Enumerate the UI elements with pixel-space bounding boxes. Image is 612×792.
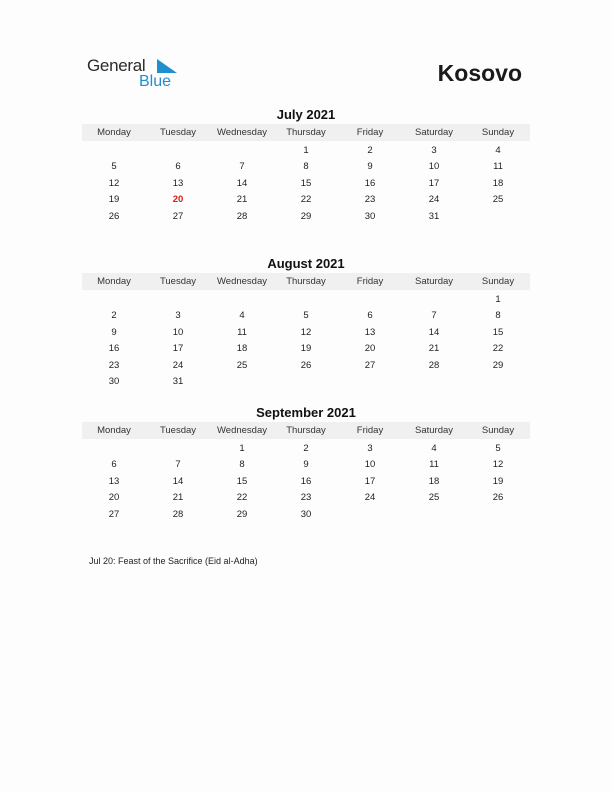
weekday-label: Saturday xyxy=(414,127,454,138)
weekday-label: Wednesday xyxy=(217,276,267,287)
day-cell: 3 xyxy=(431,145,437,156)
day-cell: 26 xyxy=(300,359,312,371)
day-cell: 13 xyxy=(172,177,184,189)
day-cell: 2 xyxy=(367,145,373,156)
day-cell: 19 xyxy=(492,475,504,487)
day-cell: 15 xyxy=(236,475,248,487)
day-cell: 16 xyxy=(300,475,312,487)
day-cell: 4 xyxy=(431,443,437,454)
day-cell: 14 xyxy=(172,475,184,487)
weekday-label: Thursday xyxy=(286,425,326,436)
weekday-label: Sunday xyxy=(481,276,515,287)
day-cell: 18 xyxy=(492,177,504,189)
day-cell: 17 xyxy=(428,177,440,189)
day-cell: 7 xyxy=(239,161,245,173)
logo-triangle-icon xyxy=(157,59,177,73)
day-cell: 29 xyxy=(236,508,248,520)
day-cell: 20 xyxy=(364,343,376,355)
day-cell: 1 xyxy=(239,443,245,454)
empty-cell xyxy=(210,143,274,159)
holiday-day-cell: 20 xyxy=(172,194,184,206)
day-cell: 12 xyxy=(108,177,120,189)
day-cell: 21 xyxy=(428,343,440,355)
day-cell: 18 xyxy=(236,343,248,355)
day-cell: 27 xyxy=(108,508,120,520)
weekday-label: Wednesday xyxy=(217,425,267,436)
day-cell: 16 xyxy=(108,343,120,355)
day-cell: 3 xyxy=(367,443,373,454)
empty-cell xyxy=(146,292,210,308)
day-cell: 21 xyxy=(172,492,184,504)
weekday-label: Monday xyxy=(97,425,131,436)
empty-cell xyxy=(146,441,210,457)
day-cell: 11 xyxy=(429,459,439,471)
empty-cell xyxy=(210,292,274,308)
day-cell: 26 xyxy=(108,210,120,222)
weekday-header xyxy=(82,124,530,141)
day-cell: 29 xyxy=(492,359,504,371)
weekday-label: Sunday xyxy=(481,425,515,436)
day-cell: 17 xyxy=(364,475,376,487)
empty-cell xyxy=(82,292,146,308)
weekday-label: Thursday xyxy=(286,127,326,138)
day-cell: 11 xyxy=(493,161,503,173)
day-cell: 18 xyxy=(428,475,440,487)
weekday-header xyxy=(82,422,530,439)
day-cell: 12 xyxy=(492,459,504,471)
day-cell: 8 xyxy=(239,459,245,471)
logo-text-general: General xyxy=(87,56,146,75)
day-cell: 2 xyxy=(303,443,309,454)
day-cell: 30 xyxy=(364,210,376,222)
month-august xyxy=(82,256,530,390)
weekday-header xyxy=(82,273,530,290)
month-title: September 2021 xyxy=(256,405,356,420)
day-cell: 20 xyxy=(108,492,120,504)
day-cell: 31 xyxy=(428,210,440,222)
day-cell: 25 xyxy=(492,194,504,206)
day-cell: 22 xyxy=(492,343,504,355)
day-cell: 26 xyxy=(492,492,504,504)
day-cell: 24 xyxy=(428,194,440,206)
day-cell: 4 xyxy=(239,310,245,322)
day-cell: 25 xyxy=(428,492,440,504)
month-september xyxy=(82,405,530,523)
holiday-note: Jul 20: Feast of the Sacrifice (Eid al-Adha) xyxy=(89,556,258,566)
weekday-label: Tuesday xyxy=(159,276,197,287)
month-title: July 2021 xyxy=(276,107,336,122)
weekday-label: Friday xyxy=(356,276,384,287)
logo-text-blue: Blue xyxy=(139,73,172,90)
day-cell: 1 xyxy=(495,294,501,305)
month-july xyxy=(82,107,530,225)
empty-cell xyxy=(146,143,210,159)
day-cell: 27 xyxy=(172,210,184,222)
weekday-label: Wednesday xyxy=(217,127,267,138)
day-cell: 14 xyxy=(428,326,440,338)
weekday-label: Thursday xyxy=(286,276,326,287)
day-cell: 11 xyxy=(237,326,247,338)
day-cell: 9 xyxy=(367,161,373,173)
empty-cell xyxy=(82,143,146,159)
day-cell: 14 xyxy=(236,177,248,189)
weekday-label: Sunday xyxy=(481,127,515,138)
day-cell: 10 xyxy=(428,161,440,173)
weekday-label: Saturday xyxy=(414,425,454,436)
empty-cell xyxy=(402,292,466,308)
day-cell: 5 xyxy=(303,310,309,322)
generalblue-logo xyxy=(87,56,197,92)
day-cell: 13 xyxy=(364,326,376,338)
day-cell: 31 xyxy=(172,375,184,387)
day-grid xyxy=(82,143,530,225)
day-cell: 10 xyxy=(172,326,184,338)
empty-cell xyxy=(82,441,146,457)
weekday-label: Friday xyxy=(356,127,384,138)
day-cell: 28 xyxy=(172,508,184,520)
day-cell: 30 xyxy=(300,508,312,520)
empty-cell xyxy=(338,292,402,308)
day-cell: 22 xyxy=(300,194,312,206)
day-grid xyxy=(82,441,530,523)
day-cell: 19 xyxy=(300,343,312,355)
day-cell: 2 xyxy=(111,310,117,322)
country-title: Kosovo xyxy=(437,60,522,86)
weekday-label: Tuesday xyxy=(159,127,197,138)
weekday-label: Tuesday xyxy=(159,425,197,436)
day-cell: 28 xyxy=(236,210,248,222)
empty-cell xyxy=(274,292,338,308)
day-cell: 6 xyxy=(367,310,373,322)
day-cell: 30 xyxy=(108,375,120,387)
day-cell: 27 xyxy=(364,359,376,371)
weekday-label: Monday xyxy=(97,127,131,138)
day-cell: 29 xyxy=(300,210,312,222)
day-cell: 25 xyxy=(236,359,248,371)
day-cell: 9 xyxy=(303,459,309,471)
day-cell: 8 xyxy=(303,161,309,173)
day-cell: 12 xyxy=(300,326,312,338)
day-cell: 5 xyxy=(495,443,501,454)
day-cell: 23 xyxy=(300,492,312,504)
month-title: August 2021 xyxy=(267,256,345,271)
day-cell: 23 xyxy=(364,194,376,206)
weekday-label: Saturday xyxy=(414,276,454,287)
day-cell: 10 xyxy=(364,459,376,471)
day-cell: 15 xyxy=(300,177,312,189)
day-cell: 1 xyxy=(303,145,309,156)
day-cell: 24 xyxy=(364,492,376,504)
day-grid xyxy=(82,292,530,390)
day-cell: 28 xyxy=(428,359,440,371)
day-cell: 6 xyxy=(111,459,117,471)
weekday-label: Monday xyxy=(97,276,131,287)
day-cell: 24 xyxy=(172,359,184,371)
day-cell: 6 xyxy=(175,161,181,173)
day-cell: 22 xyxy=(236,492,248,504)
day-cell: 17 xyxy=(172,343,184,355)
day-cell: 7 xyxy=(431,310,437,322)
weekday-label: Friday xyxy=(356,425,384,436)
day-cell: 9 xyxy=(111,326,117,338)
day-cell: 15 xyxy=(492,326,504,338)
day-cell: 19 xyxy=(108,194,120,206)
day-cell: 8 xyxy=(495,310,501,322)
day-cell: 16 xyxy=(364,177,376,189)
day-cell: 4 xyxy=(495,145,501,156)
day-cell: 5 xyxy=(111,161,117,173)
day-cell: 21 xyxy=(236,194,248,206)
day-cell: 3 xyxy=(175,310,181,322)
day-cell: 13 xyxy=(108,475,120,487)
day-cell: 23 xyxy=(108,359,120,371)
day-cell: 7 xyxy=(175,459,181,471)
